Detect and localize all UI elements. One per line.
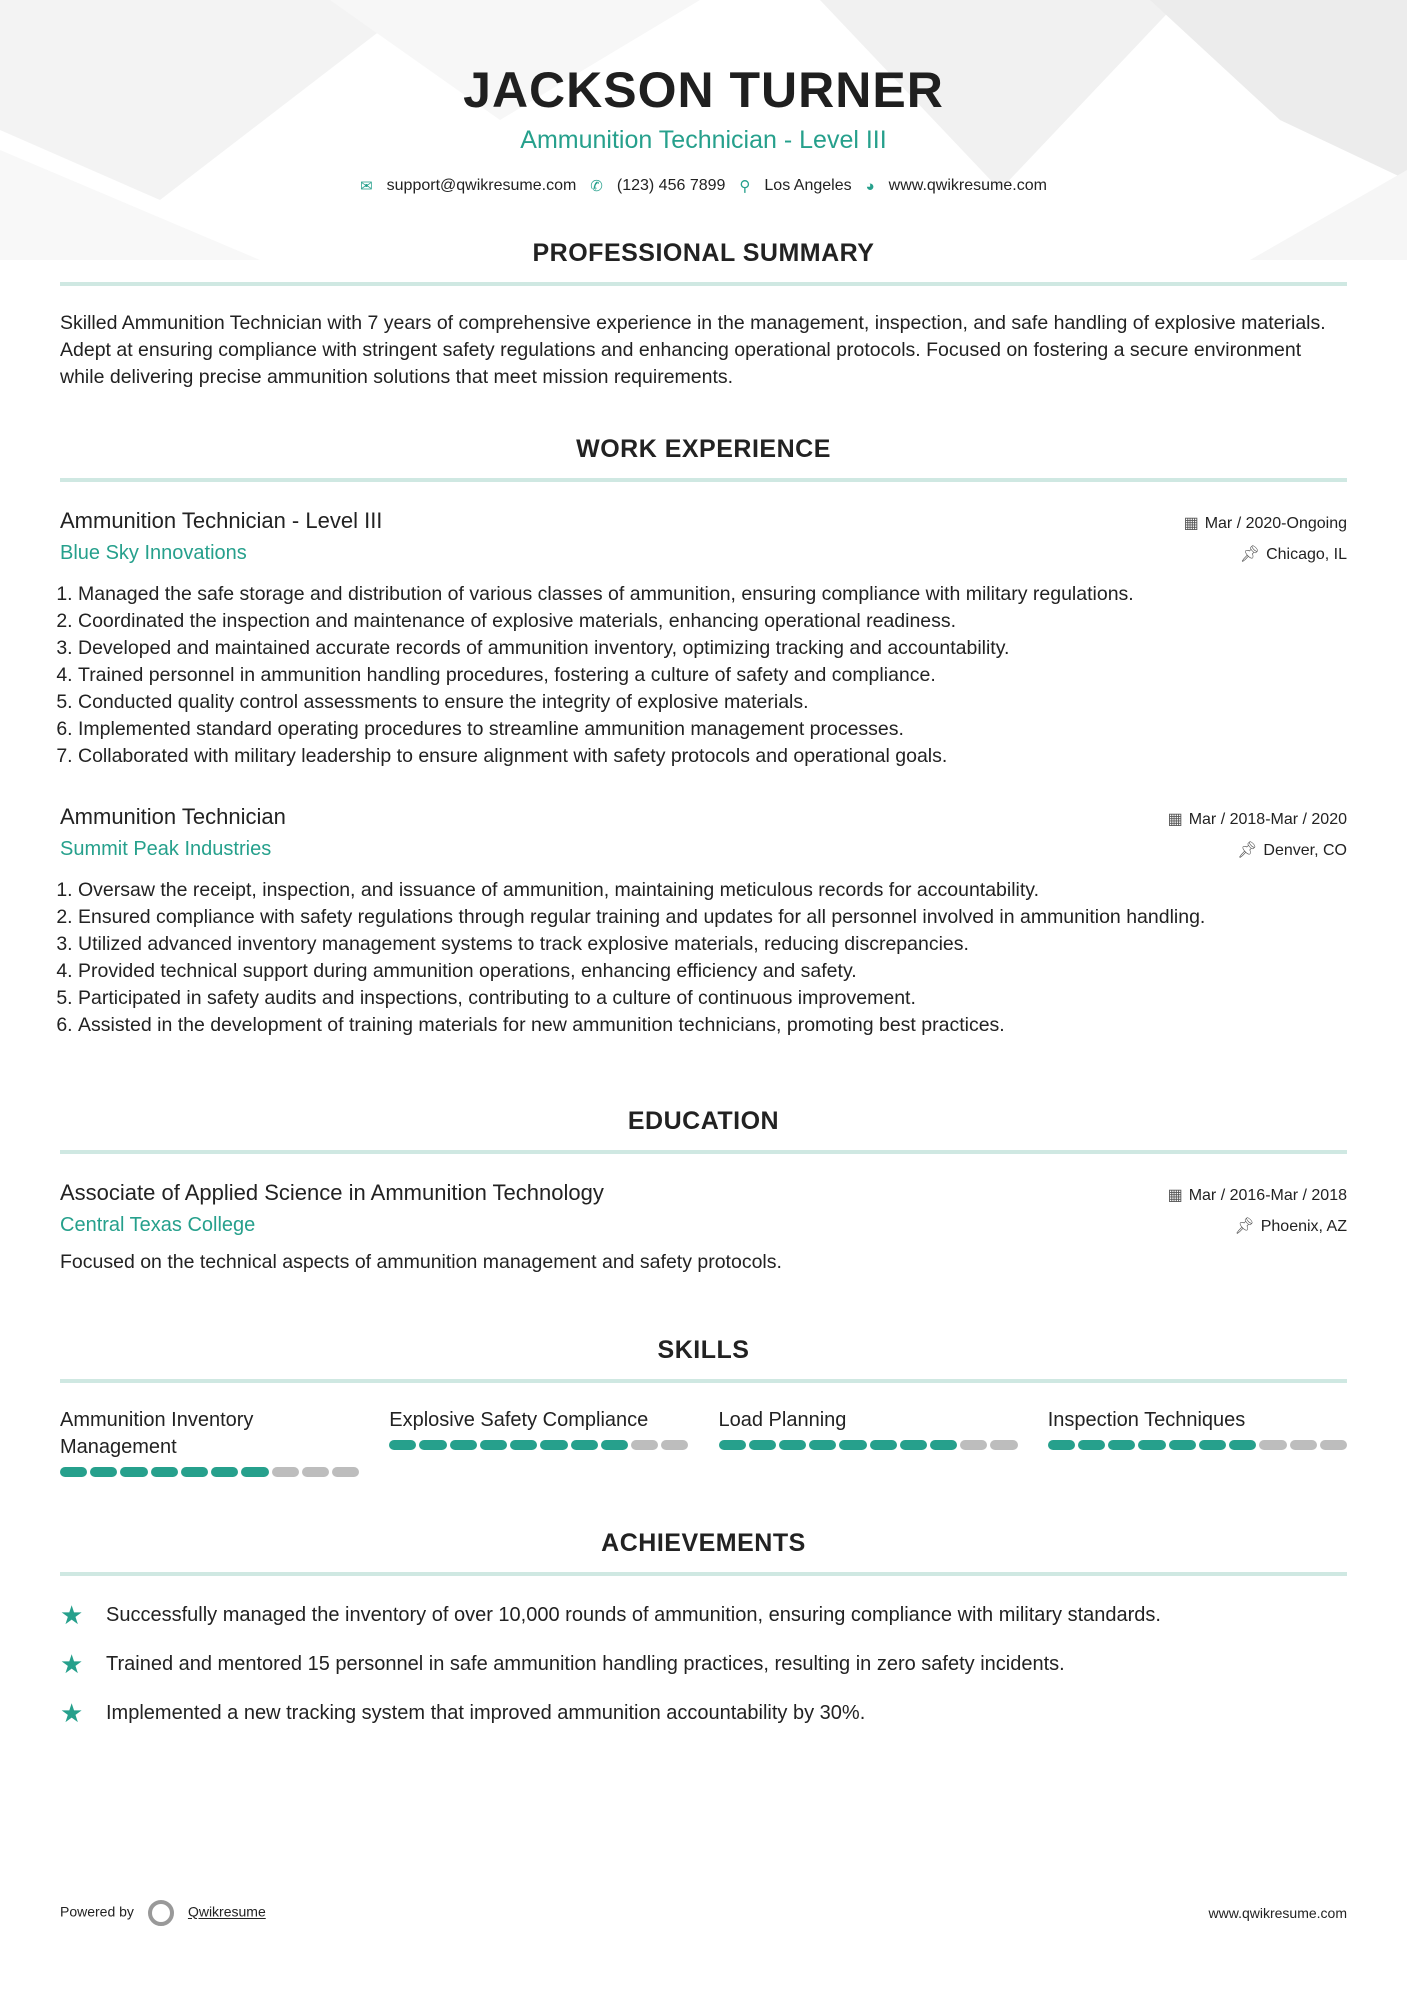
skill-segment-filled <box>419 1440 446 1450</box>
section-heading-achievements: ACHIEVEMENTS <box>601 1529 806 1557</box>
skill-segment-empty <box>960 1440 987 1450</box>
divider <box>60 282 1347 286</box>
skill-segment-empty <box>302 1467 329 1477</box>
job-entry <box>60 804 1347 1039</box>
skill-name: Ammunition Inventory Management <box>60 1409 254 1458</box>
skill-segment-filled <box>779 1440 806 1450</box>
skill-level-bar <box>1048 1440 1347 1450</box>
job-title: Ammunition Technician <box>60 804 286 829</box>
company: Summit Peak Industries <box>60 838 272 860</box>
pin-icon: 📌︎ <box>1234 1218 1255 1235</box>
skill-segment-empty <box>1259 1440 1286 1450</box>
skill-segment-empty <box>332 1467 359 1477</box>
footer <box>60 1900 1347 1926</box>
footer-website[interactable]: www.qwikresume.com <box>1208 1905 1347 1921</box>
education-date: Mar / 2016-Mar / 2018 <box>1188 1187 1347 1204</box>
skill-segment-filled <box>211 1467 238 1477</box>
achievement-item <box>60 1649 1347 1680</box>
skill-segment-filled <box>480 1440 507 1450</box>
pin-icon: 📌︎ <box>1239 546 1261 563</box>
job-bullets <box>60 877 1347 1039</box>
skill-level-bar <box>60 1467 359 1477</box>
job-date: Mar / 2018-Mar / 2020 <box>1188 811 1347 828</box>
divider <box>60 478 1347 482</box>
skill-segment-filled <box>241 1467 268 1477</box>
bullet: 1. Managed the safe storage and distribution of various classes of ammunition, ensuring compliance with military regulations. <box>78 581 1347 608</box>
divider <box>60 1572 1347 1576</box>
skills-grid <box>60 1407 1347 1477</box>
skill-segment-filled <box>450 1440 477 1450</box>
skill-segment-filled <box>1108 1440 1135 1450</box>
skill-segment-filled <box>601 1440 628 1450</box>
skill-segment-empty <box>661 1440 688 1450</box>
job-bullets <box>60 581 1347 770</box>
job-title: Ammunition Technician - Level III <box>60 508 383 533</box>
skill-segment-filled <box>870 1440 897 1450</box>
bullet: 1. Oversaw the receipt, inspection, and issuance of ammunition, maintaining meticulous records for accountability. <box>78 877 1347 904</box>
job-location: Chicago, IL <box>1266 546 1347 563</box>
bullet: 6. Assisted in the development of training materials for new ammunition technicians, promoting best practices. <box>78 1012 1347 1039</box>
location: Los Angeles <box>764 177 852 194</box>
brand-link[interactable]: Qwikresume <box>187 1903 266 1920</box>
skill-segment-filled <box>540 1440 567 1450</box>
skill-segment-filled <box>389 1440 416 1450</box>
skill-segment-filled <box>930 1440 957 1450</box>
skill-segment-empty <box>1320 1440 1347 1450</box>
company: Blue Sky Innovations <box>60 542 247 564</box>
location-pin-icon: ⚲ <box>739 178 751 195</box>
skill-segment-empty <box>631 1440 658 1450</box>
skill-segment-filled <box>571 1440 598 1450</box>
skill-segment-filled <box>510 1440 537 1450</box>
education-entry <box>60 1180 1347 1276</box>
education-description: Focused on the technical aspects of ammunition management and safety protocols. <box>60 1251 782 1273</box>
divider <box>60 1379 1347 1383</box>
skill-item <box>389 1407 688 1477</box>
star-icon: ★ <box>60 1698 84 1728</box>
skill-level-bar <box>389 1440 688 1450</box>
skill-segment-filled <box>719 1440 746 1450</box>
skill-segment-filled <box>749 1440 776 1450</box>
skill-segment-empty <box>990 1440 1017 1450</box>
bullet: 2. Ensured compliance with safety regulations through regular training and updates for all personnel involved in ammunition handling. <box>78 904 1347 931</box>
section-heading-summary: PROFESSIONAL SUMMARY <box>532 239 875 267</box>
school: Central Texas College <box>60 1214 256 1236</box>
phone: (123) 456 7899 <box>616 177 726 194</box>
bullet: 6. Implemented standard operating procedures to streamline ammunition management processes. <box>78 716 1347 743</box>
bullet: 2. Coordinated the inspection and maintenance of explosive materials, enhancing operational readiness. <box>78 608 1347 635</box>
job-location: Denver, CO <box>1263 842 1347 859</box>
skill-segment-filled <box>151 1467 178 1477</box>
job-date: Mar / 2020-Ongoing <box>1204 515 1347 532</box>
website[interactable]: www.qwikresume.com <box>888 177 1047 194</box>
skill-segment-filled <box>1199 1440 1226 1450</box>
skill-segment-filled <box>900 1440 927 1450</box>
skill-segment-filled <box>1078 1440 1105 1450</box>
education-location: Phoenix, AZ <box>1260 1218 1347 1235</box>
skill-segment-filled <box>181 1467 208 1477</box>
bullet: 3. Utilized advanced inventory management systems to track explosive materials, reducing discrepancies. <box>78 931 1347 958</box>
skill-level-bar <box>719 1440 1018 1450</box>
email[interactable]: support@qwikresume.com <box>386 177 577 194</box>
skill-segment-empty <box>1290 1440 1317 1450</box>
powered-by-label: Powered by <box>60 1903 134 1920</box>
achievement-text: Successfully managed the inventory of over 10,000 rounds of ammunition, ensuring compliance with military standards. <box>106 1604 1161 1626</box>
skill-segment-empty <box>272 1467 299 1477</box>
skill-item <box>1048 1407 1347 1477</box>
achievements-list <box>60 1600 1347 1729</box>
achievement-text: Trained and mentored 15 personnel in safe ammunition handling practices, resulting in zero safety incidents. <box>106 1653 1065 1675</box>
bullet: 4. Trained personnel in ammunition handling procedures, fostering a culture of safety and compliance. <box>78 662 1347 689</box>
skill-name: Explosive Safety Compliance <box>389 1409 649 1431</box>
phone-icon: ✆ <box>590 178 603 195</box>
skill-name: Inspection Techniques <box>1047 1409 1246 1431</box>
skill-segment-filled <box>1229 1440 1256 1450</box>
candidate-name: JACKSON TURNER <box>463 62 944 118</box>
skill-name: Load Planning <box>718 1409 847 1431</box>
bullet: 7. Collaborated with military leadership to ensure alignment with safety protocols and operational goals. <box>78 743 1347 770</box>
contact-bar <box>60 177 1347 195</box>
pin-icon: 📌︎ <box>1237 842 1258 859</box>
calendar-icon: ▦ <box>1167 811 1183 828</box>
skill-segment-filled <box>90 1467 117 1477</box>
bullet: 5. Conducted quality control assessments to ensure the integrity of explosive materials. <box>78 689 1347 716</box>
divider <box>60 1150 1347 1154</box>
calendar-icon: ▦ <box>1183 515 1199 532</box>
section-heading-education: EDUCATION <box>627 1107 780 1135</box>
degree: Associate of Applied Science in Ammunition Technology <box>60 1180 604 1205</box>
skill-segment-filled <box>809 1440 836 1450</box>
achievement-text: Implemented a new tracking system that improved ammunition accountability by 30%. <box>106 1702 866 1724</box>
summary-text: Skilled Ammunition Technician with 7 years of comprehensive experience in the management, inspection, and safe handling of explosive materials. Adept at ensuring compliance with stringent safety regulations and enhancing operational protocols. Focused on fostering a secure environment while delivering precise ammunition solutions that meet mission requirements. <box>60 312 1326 388</box>
skill-segment-filled <box>1048 1440 1075 1450</box>
skill-item <box>60 1407 359 1477</box>
achievement-item <box>60 1698 1347 1729</box>
job-entry <box>60 508 1347 770</box>
calendar-icon: ▦ <box>1167 1187 1183 1204</box>
skill-segment-filled <box>839 1440 866 1450</box>
skill-segment-filled <box>120 1467 147 1477</box>
star-icon: ★ <box>60 1649 84 1679</box>
star-icon: ★ <box>60 1600 84 1630</box>
qwikresume-logo-icon <box>148 1900 174 1926</box>
skill-segment-filled <box>1169 1440 1196 1450</box>
globe-icon: ◕ <box>865 177 875 195</box>
bullet: 4. Provided technical support during ammunition operations, enhancing efficiency and safety. <box>78 958 1347 985</box>
email-icon: ✉ <box>360 178 373 195</box>
section-heading-skills: SKILLS <box>657 1336 750 1364</box>
bullet: 3. Developed and maintained accurate records of ammunition inventory, optimizing tracking and accountability. <box>78 635 1347 662</box>
section-heading-experience: WORK EXPERIENCE <box>576 435 831 463</box>
skill-segment-filled <box>1138 1440 1165 1450</box>
achievement-item <box>60 1600 1347 1631</box>
candidate-title: Ammunition Technician - Level III <box>520 126 887 154</box>
bullet: 5. Participated in safety audits and inspections, contributing to a culture of continuous improvement. <box>78 985 1347 1012</box>
skill-item <box>719 1407 1018 1477</box>
skill-segment-filled <box>60 1467 87 1477</box>
